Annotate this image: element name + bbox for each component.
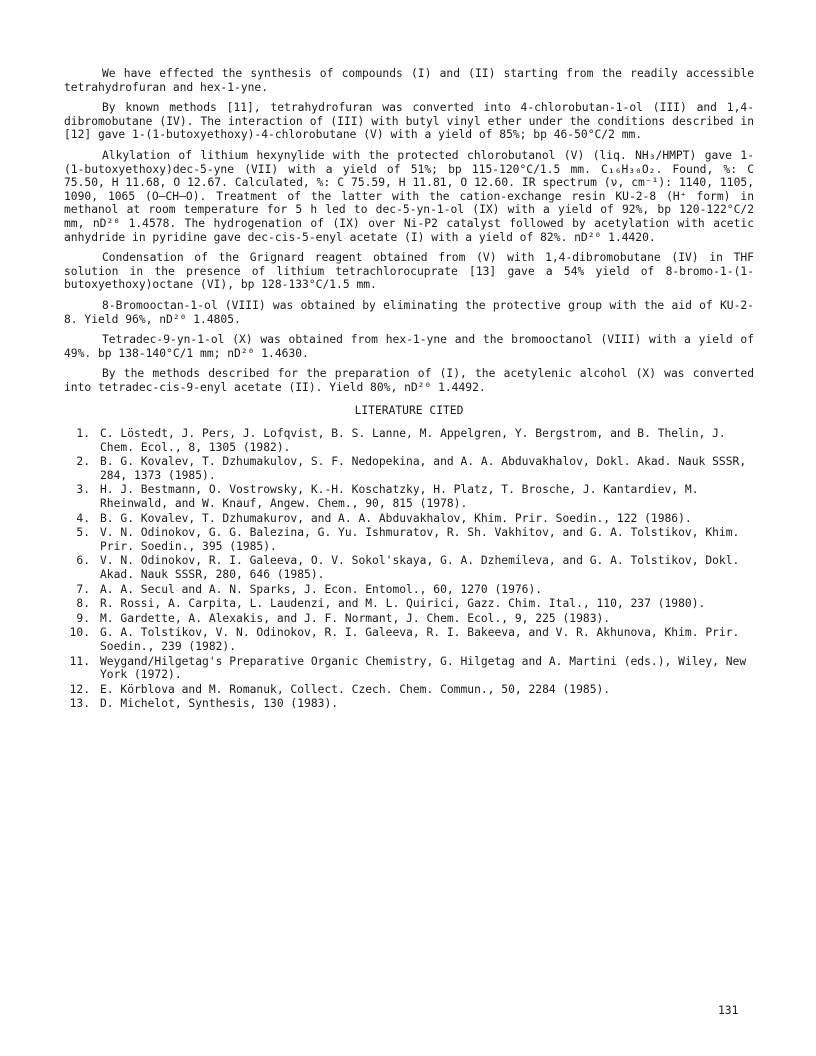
reference-text: M. Gardette, A. Alexakis, and J. F. Normant, J. Chem. Ecol., 9, 225 (1983). [100,611,611,625]
reference-text: V. N. Odinokov, G. G. Balezina, G. Yu. Ishmuratov, R. Sh. Vakhitov, and G. A. Tolstikov, Khim. Prir. Soedin., 395 (1985). [100,526,740,553]
reference-item [64,427,754,454]
body-paragraph: Condensation of the Grignard reagent obtained from (V) with 1,4-dibromobutane (IV) in THF solution in the presence of lithium tetrachlorocuprate [13] gave a 54% yield of 8-bromo-1-(1-butoxyethoxy)octane (VI), bp 128-133°C/1.5 mm. [64,251,754,292]
reference-number: 13. [69,697,90,711]
reference-number: 5. [76,526,90,540]
body-paragraph: Alkylation of lithium hexynylide with the protected chlorobutanol (V) (liq. NH₃/HMPT) gave 1-(1-butoxyethoxy)dec-5-yne (VII) with a yield of 51%; bp 115-120°C/1.5 mm. C₁₆H₃₀O₂. Found, %: C 75.50, H 11.68, O 12.67. Calculated, %: C 75.59, H 11.81, O 12.60. IR spectrum (ν, cm⁻¹): 1140, 1105, 1090, 1065 (O–CH–O). Treatment of the latter with the cation-exchange resin KU-2-8 (H⁺ form) in methanol at room temperature for 5 h led to dec-5-yn-1-ol (IX) with a yield of 92%, bp 120-122°C/2 mm, nD²⁰ 1.4578. The hydrogenation of (IX) over Ni-P2 catalyst followed by acetylation with acetic anhydride in pyridine gave dec-cis-5-enyl acetate (I) with a yield of 82%. nD²⁰ 1.4420. [64,148,754,244]
reference-text: G. A. Tolstikov, V. N. Odinokov, R. I. Galeeva, R. I. Bakeeva, and V. R. Akhunova, Khim. Prir. Soedin., 239 (1982). [100,626,740,653]
reference-number: 12. [69,682,90,696]
reference-text: A. A. Secul and A. N. Sparks, J. Econ. Entomol., 60, 1270 (1976). [100,582,543,596]
reference-text: B. G. Kovalev, T. Dzhumakurov, and A. A. Abduvakhalov, Khim. Prir. Soedin., 122 (1986). [100,511,692,525]
reference-item [64,583,754,597]
reference-list [64,427,754,711]
reference-number: 6. [76,554,90,568]
reference-text: D. Michelot, Synthesis, 130 (1983). [100,697,339,711]
reference-text: E. Körblova and M. Romanuk, Collect. Czech. Chem. Commun., 50, 2284 (1985). [100,682,611,696]
reference-text: V. N. Odinokov, R. I. Galeeva, O. V. Sokol'skaya, G. A. Dzhemileva, and G. A. Tolstikov, Dokl. Akad. Nauk SSSR, 280, 646 (1985). [100,554,740,581]
reference-text: H. J. Bestmann, O. Vostrowsky, K.-H. Koschatzky, H. Platz, T. Brosche, J. Kantardiev, M. Rheinwald, and W. Knauf, Angew. Chem., 90, 815 (1978). [100,483,699,511]
reference-number: 7. [76,582,90,596]
reference-text: Weygand/Hilgetag's Preparative Organic Chemistry, G. Hilgetag and A. Martini (eds.), Wiley, New York (1972). [100,654,747,682]
reference-item [64,554,754,581]
reference-item [64,512,754,526]
reference-item [64,683,754,697]
reference-text: R. Rossi, A. Carpita, L. Laudenzi, and M. L. Quirici, Gazz. Chim. Ital., 110, 237 (1980). [100,597,706,611]
reference-number: 10. [69,626,90,640]
literature-heading: LITERATURE CITED [354,404,464,418]
reference-number: 9. [76,611,90,625]
body-paragraph: By the methods described for the preparation of (I), the acetylenic alcohol (X) was converted into tetradec-cis-9-enyl acetate (II). Yield 80%, nD²⁰ 1.4492. [64,367,754,394]
reference-number: 1. [76,427,90,441]
body-paragraph: By known methods [11], tetrahydrofuran was converted into 4-chlorobutan-1-ol (III) and 1,4-dibromobutane (IV). The interaction of (III) with butyl vinyl ether under the conditions described in [12] gave 1-(1-butoxyethoxy)-4-chlorobutane (V) with a yield of 85%; bp 46-50°C/2 mm. [64,101,754,142]
body-paragraph: We have effected the synthesis of compounds (I) and (II) starting from the readily accessible tetrahydrofuran and hex-1-yne. [64,67,754,94]
reference-number: 3. [76,483,90,497]
reference-item [64,526,754,553]
reference-item [64,655,754,682]
reference-item [64,597,754,611]
reference-item [64,455,754,482]
reference-text: B. G. Kovalev, T. Dzhumakulov, S. F. Nedopekina, and A. A. Abduvakhalov, Dokl. Akad. Nauk SSSR, 284, 1373 (1985). [100,455,747,482]
reference-text: C. Löstedt, J. Pers, J. Lofqvist, B. S. Lanne, M. Appelgren, Y. Bergstrom, and B. Thelin, J. Chem. Ecol., 8, 1305 (1982). [100,427,726,454]
reference-number: 2. [76,455,90,469]
body-paragraph: Tetradec-9-yn-1-ol (X) was obtained from hex-1-yne and the bromooctanol (VIII) with a yield of 49%. bp 138-140°C/1 mm; nD²⁰ 1.4630. [64,333,754,360]
page-body [64,67,754,712]
reference-item [64,483,754,510]
reference-item [64,626,754,653]
page-number: 131 [718,1004,739,1017]
reference-number: 8. [76,597,90,611]
reference-item [64,697,754,711]
reference-number: 4. [76,511,90,525]
reference-item [64,612,754,626]
reference-number: 11. [69,654,90,668]
body-paragraph: 8-Bromooctan-1-ol (VIII) was obtained by eliminating the protective group with the aid of KU-2-8. Yield 96%, nD²⁰ 1.4805. [64,298,754,326]
